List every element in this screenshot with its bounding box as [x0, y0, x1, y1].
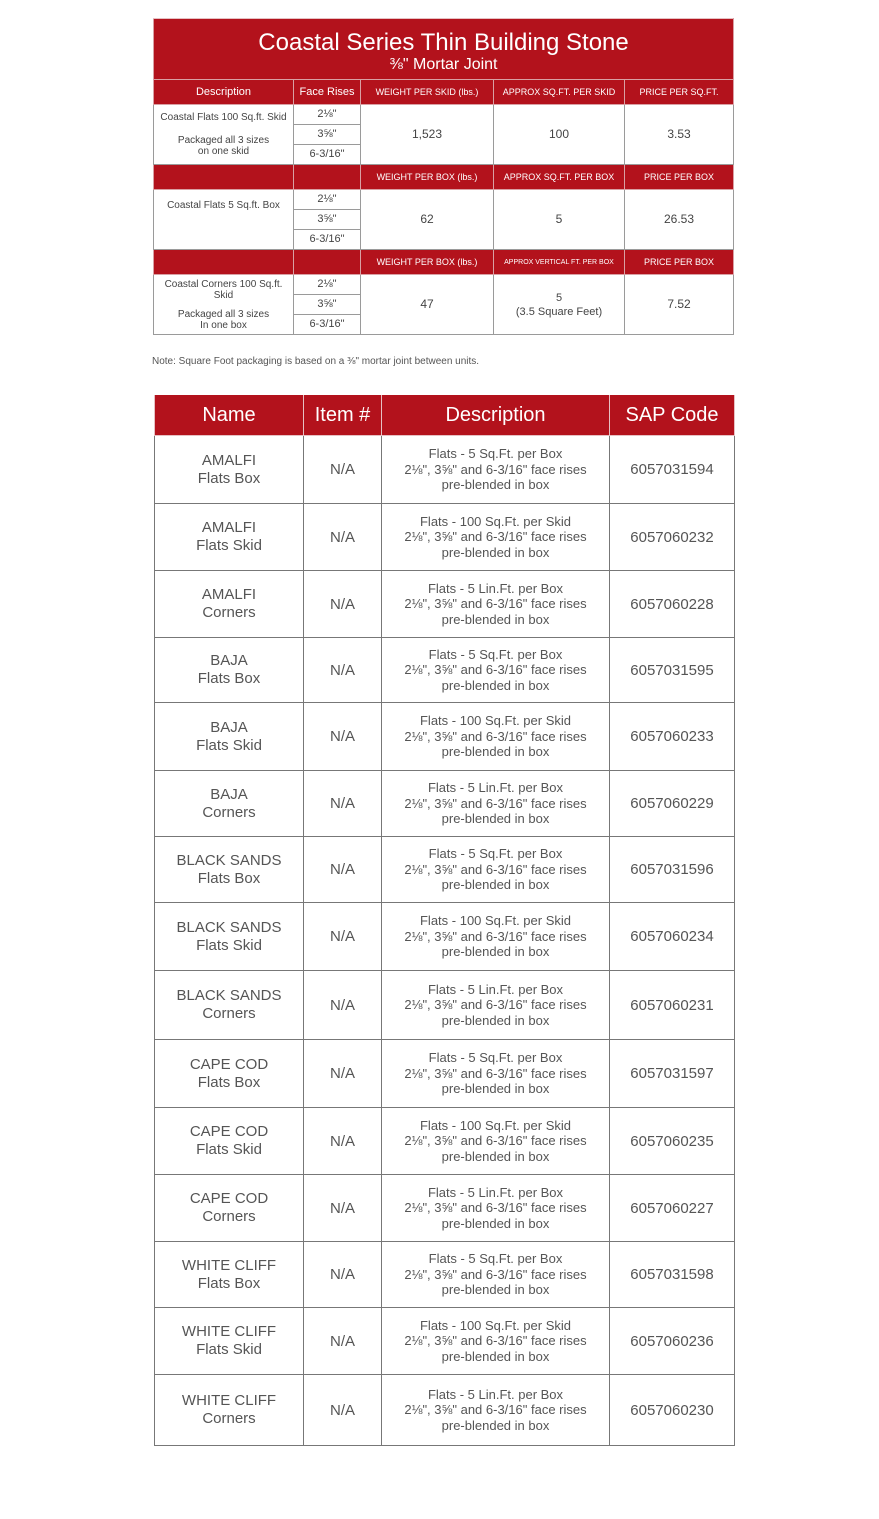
sap-code: 6057060232	[610, 504, 735, 571]
product-type: Flats Skid	[196, 936, 262, 954]
table-row	[155, 504, 735, 571]
product-type: Flats Box	[197, 670, 261, 687]
desc-face-rises: 2⅛", 3⅝" and 6-3/16" face rises	[404, 928, 587, 944]
table-row	[155, 971, 735, 1040]
subheader-price: PRICE PER BOX	[625, 165, 734, 190]
table-row	[155, 1175, 735, 1242]
desc-packaging: Flats - 5 Sq.Ft. per Box	[428, 1050, 563, 1066]
desc-face-rises: 2⅛", 3⅝" and 6-3/16" face rises	[404, 1065, 587, 1081]
item-number: N/A	[304, 638, 382, 703]
header-face-rises: Face Rises	[294, 80, 361, 105]
face-rise: 3⅝"	[294, 295, 361, 315]
desc-blend: pre-blended in box	[441, 944, 550, 960]
sap-code: 6057060234	[610, 903, 735, 971]
subheader-price: PRICE PER BOX	[625, 250, 734, 275]
desc-packaging: Flats - 5 Sq.Ft. per Box	[428, 846, 563, 862]
product-name-cell	[155, 1242, 304, 1308]
desc-blend: pre-blended in box	[441, 477, 550, 493]
table-row	[155, 1108, 735, 1175]
desc-line: In one box	[200, 319, 247, 331]
subheader-weight: WEIGHT PER BOX (lbs.)	[361, 250, 494, 275]
qty-number: 5	[555, 291, 563, 304]
product-name: CAPE COD	[189, 1190, 269, 1207]
sap-code: 6057060231	[610, 971, 735, 1040]
product-name-cell	[155, 638, 304, 703]
desc-packaging: Flats - 100 Sq.Ft. per Skid	[419, 1117, 571, 1133]
subheader-weight: WEIGHT PER BOX (lbs.)	[361, 165, 494, 190]
product-description	[382, 1308, 610, 1375]
product-description	[382, 1108, 610, 1175]
item-number: N/A	[304, 1308, 382, 1375]
sap-code: 6057031596	[610, 837, 735, 903]
product-description	[382, 771, 610, 837]
sap-code: 6057031598	[610, 1242, 735, 1308]
product-name-cell	[155, 436, 304, 504]
product-name-cell	[155, 571, 304, 638]
item-number: N/A	[304, 837, 382, 903]
desc-packaging: Flats - 5 Lin.Ft. per Box	[427, 981, 564, 997]
subheader-qty: APPROX VERTICAL FT. PER BOX	[494, 250, 625, 275]
desc-packaging: Flats - 5 Lin.Ft. per Box	[427, 780, 564, 796]
item-number: N/A	[304, 436, 382, 504]
desc-line: Coastal Flats 100 Sq.ft. Skid	[160, 112, 287, 123]
product-name: BAJA	[210, 718, 248, 736]
product-name: BLACK SANDS	[176, 918, 282, 936]
desc-face-rises: 2⅛", 3⅝" and 6-3/16" face rises	[404, 728, 587, 744]
product-type: Corners	[202, 1005, 256, 1022]
desc-blend: pre-blended in box	[441, 744, 550, 760]
product-description	[382, 1242, 610, 1308]
desc-blend: pre-blended in box	[441, 1215, 550, 1231]
item-number: N/A	[304, 571, 382, 638]
face-rise: 3⅝"	[294, 125, 361, 145]
subheader-blank	[154, 165, 294, 190]
product-name: CAPE COD	[189, 1123, 269, 1140]
desc-blend: pre-blended in box	[441, 1012, 550, 1028]
product-type: Flats Box	[197, 869, 261, 887]
table-title-cell	[154, 19, 734, 80]
desc-line: Packaged all 3 sizes	[177, 135, 270, 146]
item-number: N/A	[304, 1175, 382, 1242]
desc-packaging: Flats - 100 Sq.Ft. per Skid	[419, 513, 571, 529]
product-name-cell	[155, 903, 304, 971]
item-number: N/A	[304, 1040, 382, 1108]
sap-code: 6057060236	[610, 1308, 735, 1375]
table-title: Coastal Series Thin Building Stone	[258, 29, 629, 56]
col-header-item: Item #	[304, 395, 382, 436]
item-number: N/A	[304, 504, 382, 571]
item-number: N/A	[304, 703, 382, 771]
product-name: CAPE COD	[189, 1055, 269, 1073]
group-description	[154, 190, 294, 250]
product-name-cell	[155, 1308, 304, 1375]
weight-value: 62	[361, 190, 494, 250]
desc-blend: pre-blended in box	[441, 1417, 550, 1433]
sap-code: 6057060227	[610, 1175, 735, 1242]
product-description	[382, 837, 610, 903]
product-description	[382, 1040, 610, 1108]
table-row	[155, 1375, 735, 1446]
product-name-cell	[155, 504, 304, 571]
product-name: WHITE CLIFF	[181, 1392, 277, 1409]
table-row	[155, 837, 735, 903]
desc-face-rises: 2⅛", 3⅝" and 6-3/16" face rises	[404, 795, 587, 811]
table-row	[155, 436, 735, 504]
product-type: Flats Box	[197, 1073, 261, 1091]
product-type: Corners	[202, 1410, 256, 1427]
sap-code: 6057060235	[610, 1108, 735, 1175]
sap-code: 6057031595	[610, 638, 735, 703]
table-row	[155, 638, 735, 703]
product-name: BLACK SANDS	[176, 851, 282, 869]
product-description	[382, 1175, 610, 1242]
desc-face-rises: 2⅛", 3⅝" and 6-3/16" face rises	[404, 997, 587, 1013]
subheader-blank	[294, 250, 361, 275]
product-description	[382, 638, 610, 703]
product-type: Flats Skid	[196, 1141, 262, 1158]
face-rise: 2⅛"	[294, 190, 361, 210]
product-description	[382, 903, 610, 971]
sap-code: 6057060233	[610, 703, 735, 771]
packaging-note: Note: Square Foot packaging is based on a ⅜" mortar joint between units.	[152, 356, 480, 367]
desc-blend: pre-blended in box	[441, 1282, 550, 1298]
product-name: AMALFI	[201, 586, 257, 603]
table-row	[155, 771, 735, 837]
desc-face-rises: 2⅛", 3⅝" and 6-3/16" face rises	[404, 1200, 587, 1216]
qty-value: 5	[494, 190, 625, 250]
product-type: Flats Box	[197, 1274, 261, 1292]
product-name: WHITE CLIFF	[181, 1256, 277, 1274]
desc-packaging: Flats - 5 Sq.Ft. per Box	[428, 1251, 563, 1267]
product-name-cell	[155, 1175, 304, 1242]
product-type: Flats Skid	[196, 537, 262, 554]
table-subtitle: ⅜" Mortar Joint	[389, 56, 498, 73]
qty-value	[494, 275, 625, 335]
subheader-blank	[294, 165, 361, 190]
desc-packaging: Flats - 5 Lin.Ft. per Box	[427, 580, 564, 596]
sap-code: 6057031594	[610, 436, 735, 504]
qty-value: 100	[494, 105, 625, 165]
desc-blend: pre-blended in box	[441, 1081, 550, 1097]
product-name-cell	[155, 1108, 304, 1175]
product-name-cell	[155, 1375, 304, 1446]
price-value: 7.52	[625, 275, 734, 335]
face-rise: 2⅛"	[294, 275, 361, 295]
sap-code: 6057060229	[610, 771, 735, 837]
subheader-blank	[154, 250, 294, 275]
desc-face-rises: 2⅛", 3⅝" and 6-3/16" face rises	[404, 1133, 587, 1149]
desc-blend: pre-blended in box	[441, 611, 550, 627]
product-type: Corners	[202, 803, 256, 821]
desc-face-rises: 2⅛", 3⅝" and 6-3/16" face rises	[404, 1266, 587, 1282]
face-rise: 6-3/16"	[294, 145, 361, 165]
desc-packaging: Flats - 5 Sq.Ft. per Box	[428, 646, 563, 662]
col-header-name: Name	[155, 395, 304, 436]
product-type: Corners	[202, 604, 256, 621]
item-number: N/A	[304, 771, 382, 837]
product-name: WHITE CLIFF	[181, 1323, 277, 1340]
product-description	[382, 703, 610, 771]
product-name-cell	[155, 1040, 304, 1108]
item-number: N/A	[304, 1242, 382, 1308]
face-rise: 2⅛"	[294, 105, 361, 125]
desc-blend: pre-blended in box	[441, 877, 550, 893]
desc-line: Coastal Corners 100 Sq.ft. Skid	[164, 278, 283, 301]
table-row	[155, 571, 735, 638]
header-weight: WEIGHT PER SKID (lbs.)	[361, 80, 494, 105]
product-type: Corners	[202, 1208, 256, 1225]
product-name: BAJA	[210, 785, 248, 803]
desc-line: Packaged all 3 sizes	[177, 308, 270, 320]
desc-line: on one skid	[197, 146, 250, 157]
group-description	[154, 105, 294, 165]
product-description	[382, 1375, 610, 1446]
product-name-cell	[155, 703, 304, 771]
table-row	[155, 903, 735, 971]
product-description	[382, 571, 610, 638]
group-description	[154, 275, 294, 335]
product-name: AMALFI	[201, 519, 257, 536]
table-row	[155, 1242, 735, 1308]
weight-value: 1,523	[361, 105, 494, 165]
pricing-summary-table	[153, 18, 734, 335]
sap-code: 6057060228	[610, 571, 735, 638]
price-value: 3.53	[625, 105, 734, 165]
product-table	[154, 395, 735, 1446]
desc-blend: pre-blended in box	[441, 1148, 550, 1164]
item-number: N/A	[304, 1375, 382, 1446]
desc-line: Coastal Flats 5 Sq.ft. Box	[167, 200, 280, 211]
header-description: Description	[154, 80, 294, 105]
desc-packaging: Flats - 5 Lin.Ft. per Box	[427, 1386, 564, 1402]
product-type: Flats Box	[197, 469, 261, 487]
product-description	[382, 504, 610, 571]
item-number: N/A	[304, 971, 382, 1040]
price-value: 26.53	[625, 190, 734, 250]
desc-packaging: Flats - 5 Lin.Ft. per Box	[427, 1184, 564, 1200]
desc-blend: pre-blended in box	[441, 677, 550, 693]
product-description	[382, 971, 610, 1040]
desc-face-rises: 2⅛", 3⅝" and 6-3/16" face rises	[404, 861, 587, 877]
header-sqft: APPROX SQ.FT. PER SKID	[494, 80, 625, 105]
desc-face-rises: 2⅛", 3⅝" and 6-3/16" face rises	[404, 596, 587, 612]
weight-value: 47	[361, 275, 494, 335]
item-number: N/A	[304, 1108, 382, 1175]
qty-note: (3.5 Square Feet)	[515, 305, 603, 318]
desc-packaging: Flats - 5 Sq.Ft. per Box	[428, 446, 563, 462]
product-name-cell	[155, 771, 304, 837]
sap-code: 6057031597	[610, 1040, 735, 1108]
desc-blend: pre-blended in box	[441, 1348, 550, 1364]
product-type: Flats Skid	[196, 736, 262, 754]
product-name: BLACK SANDS	[176, 987, 282, 1004]
product-name: AMALFI	[201, 451, 257, 469]
col-header-sap: SAP Code	[610, 395, 735, 436]
product-name-cell	[155, 837, 304, 903]
face-rise: 3⅝"	[294, 210, 361, 230]
product-type: Flats Skid	[196, 1341, 262, 1358]
table-row	[155, 1040, 735, 1108]
desc-face-rises: 2⅛", 3⅝" and 6-3/16" face rises	[404, 529, 587, 545]
desc-packaging: Flats - 100 Sq.Ft. per Skid	[419, 1317, 571, 1333]
desc-face-rises: 2⅛", 3⅝" and 6-3/16" face rises	[404, 662, 587, 678]
subheader-qty: APPROX SQ.FT. PER BOX	[494, 165, 625, 190]
product-name: BAJA	[210, 652, 248, 669]
sap-code: 6057060230	[610, 1375, 735, 1446]
item-number: N/A	[304, 903, 382, 971]
face-rise: 6-3/16"	[294, 230, 361, 250]
header-price: PRICE PER SQ.FT.	[625, 80, 734, 105]
desc-packaging: Flats - 100 Sq.Ft. per Skid	[419, 913, 571, 929]
desc-blend: pre-blended in box	[441, 811, 550, 827]
desc-face-rises: 2⅛", 3⅝" and 6-3/16" face rises	[404, 461, 587, 477]
desc-blend: pre-blended in box	[441, 544, 550, 560]
face-rise: 6-3/16"	[294, 315, 361, 335]
desc-face-rises: 2⅛", 3⅝" and 6-3/16" face rises	[404, 1333, 587, 1349]
desc-packaging: Flats - 100 Sq.Ft. per Skid	[419, 713, 571, 729]
desc-face-rises: 2⅛", 3⅝" and 6-3/16" face rises	[404, 1402, 587, 1418]
col-header-description: Description	[382, 395, 610, 436]
table-row	[155, 703, 735, 771]
product-name-cell	[155, 971, 304, 1040]
table-row	[155, 1308, 735, 1375]
product-description	[382, 436, 610, 504]
